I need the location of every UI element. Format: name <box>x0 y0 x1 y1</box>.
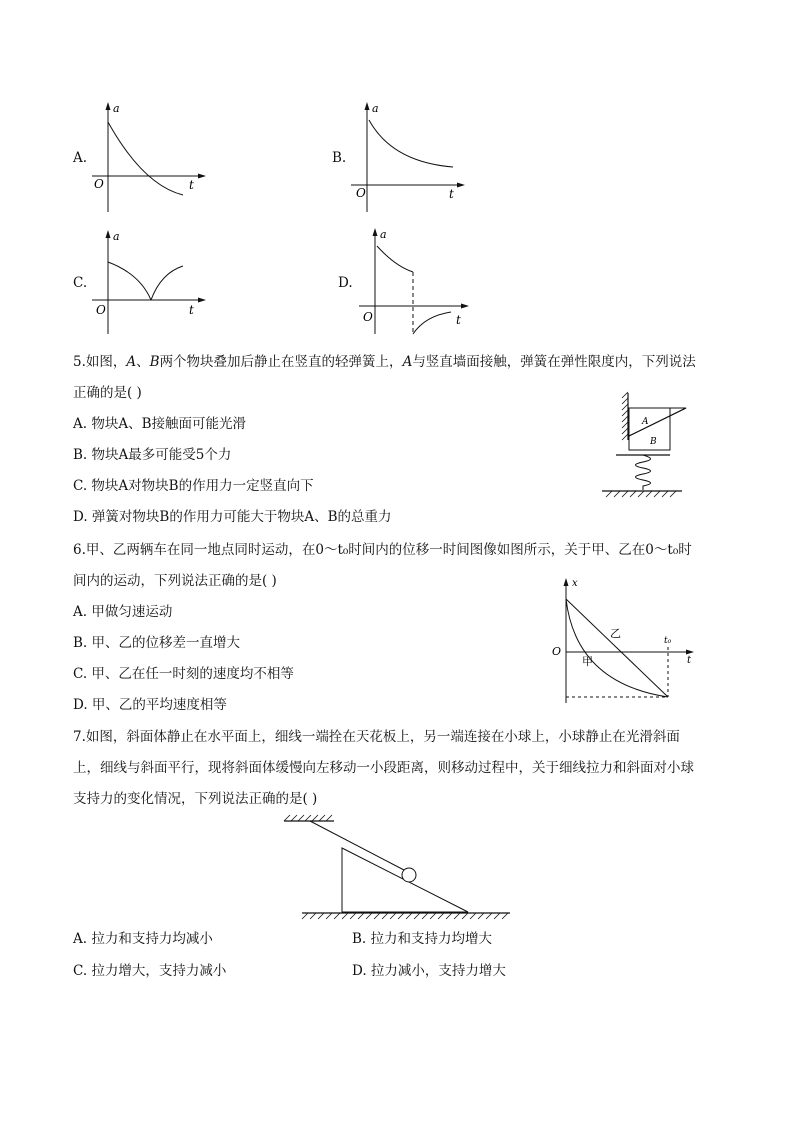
graph-b-xlabel: t <box>449 187 454 201</box>
q7-option-b: B. 拉力和支持力均增大 <box>352 931 493 947</box>
q6-option-a: A. 甲做匀速运动 <box>73 604 173 620</box>
option-c-letter: C. <box>73 275 88 291</box>
q5-option-b: B. 物块A最多可能受5个力 <box>73 447 232 463</box>
graph-b <box>347 100 467 215</box>
graph-d-ylabel: a <box>380 228 387 241</box>
q6-fig-origin: O <box>552 645 562 658</box>
graph-c-origin: O <box>96 303 106 317</box>
q5-figure-spring-blocks <box>598 388 688 498</box>
q5-stem-line2: 正确的是( ) <box>73 385 142 401</box>
q6-fig-label-yi: 乙 <box>610 627 621 640</box>
q6-fig-xlabel: t <box>687 655 692 666</box>
q5-option-a: A. 物块A、B接触面可能光滑 <box>73 416 247 432</box>
option-d-letter: D. <box>338 275 353 291</box>
q6-stem-line2: 间内的运动，下列说法正确的是( ) <box>73 573 277 589</box>
q7-figure-incline <box>280 812 514 924</box>
q5-stem-line1: 5.如图，A、B两个物块叠加后静止在竖直的轻弹簧上，A与竖直墙面接触，弹簧在弹性限度内，下列说法 <box>73 354 696 370</box>
graph-a-ylabel: a <box>113 102 120 115</box>
q6-option-c: C. 甲、乙在任一时刻的速度均不相等 <box>73 666 294 682</box>
q6-option-b: B. 甲、乙的位移差一直增大 <box>73 635 241 651</box>
q5-option-d: D. 弹簧对物块B的作用力可能大于物块A、B的总重力 <box>73 509 392 525</box>
q7-option-d: D. 拉力减小，支持力增大 <box>352 963 506 979</box>
graph-a-xlabel: t <box>189 178 194 192</box>
q5-option-c: C. 物块A对物块B的作用力一定竖直向下 <box>73 478 314 494</box>
q5-fig-label-b: B <box>650 437 657 447</box>
q6-option-d: D. 甲、乙的平均速度相等 <box>73 697 227 713</box>
q5-fig-label-a: A <box>642 417 649 427</box>
q6-series-yi-line <box>566 599 668 697</box>
q6-fig-t0: t₀ <box>664 636 672 646</box>
graph-d-xlabel: t <box>456 313 461 327</box>
q7-stem-line2: 上，细线与斜面平行，现将斜面体缓慢向左移动一小段距离，则移动过程中，关于细线拉力和斜面对小球 <box>73 760 694 776</box>
q7-option-c: C. 拉力增大，支持力减小 <box>73 963 227 979</box>
option-b-letter: B. <box>332 150 347 166</box>
graph-c-ylabel: a <box>113 230 120 243</box>
graph-c <box>88 228 208 338</box>
q7-stem-line1: 7.如图，斜面体静止在水平面上，细线一端拴在天花板上，另一端连接在小球上，小球静止在光滑斜面 <box>73 729 680 745</box>
graph-d-origin: O <box>363 310 373 324</box>
graph-c-xlabel: t <box>189 303 194 317</box>
q6-fig-label-jia: 甲 <box>582 655 593 668</box>
graph-a-origin: O <box>94 177 104 191</box>
q6-figure-xt-graph <box>548 575 698 707</box>
option-a-letter: A. <box>73 150 88 166</box>
graph-b-origin: O <box>356 186 366 200</box>
q6-fig-ylabel: x <box>572 578 578 589</box>
q7-stem-line3: 支持力的变化情况，下列说法正确的是( ) <box>73 791 318 807</box>
q6-stem-line1: 6.甲、乙两辆车在同一地点同时运动，在0～t₀时间内的位移一时间图像如图所示，关于甲、乙在0～t₀时 <box>73 542 692 558</box>
graph-b-ylabel: a <box>372 102 379 115</box>
graph-a <box>88 100 208 215</box>
q7-option-a: A. 拉力和支持力均减小 <box>73 931 213 947</box>
graph-d <box>355 226 475 338</box>
